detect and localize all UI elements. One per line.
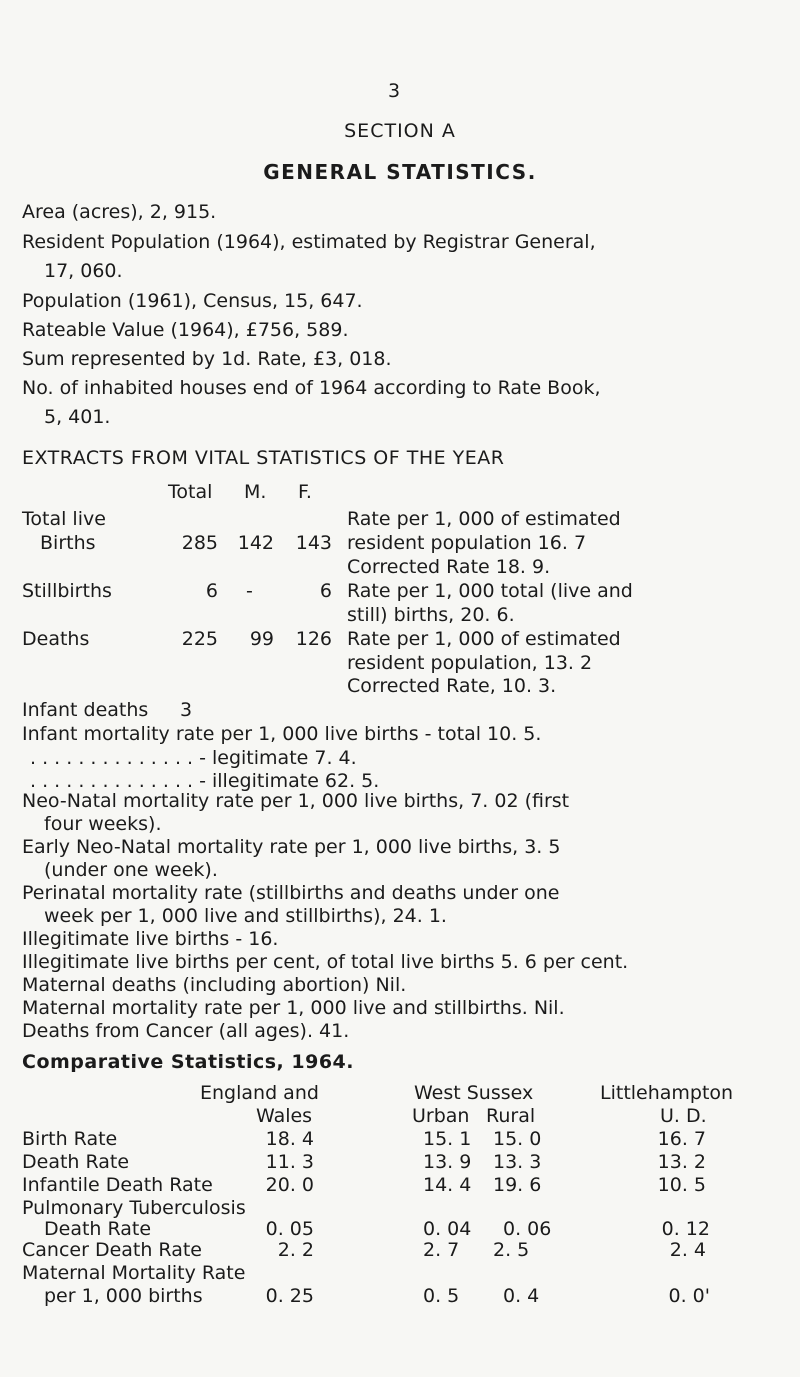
cell-rural: 2. 5 bbox=[493, 1239, 530, 1262]
col-total: Total bbox=[168, 480, 213, 503]
page-heading: GENERAL STATISTICS. bbox=[263, 160, 537, 184]
col-male: M. bbox=[244, 480, 267, 503]
general-line: Sum represented by 1d. Rate, £3, 018. bbox=[22, 348, 392, 370]
comparative-row-label: Maternal Mortality Rate bbox=[22, 1262, 246, 1285]
cell-rural: 0. 06 bbox=[503, 1217, 552, 1240]
mortality-line-cont: week per 1, 000 live and stillbirths), 24. 1. bbox=[44, 905, 447, 928]
comparative-row-label: Death Rate bbox=[22, 1150, 130, 1173]
rate-text: resident population, 13. 2 bbox=[347, 651, 593, 674]
cell-ew: 11. 3 bbox=[265, 1150, 314, 1173]
cell-urban: 14. 4 bbox=[423, 1173, 472, 1196]
infant-deaths-label: Infant deaths bbox=[22, 699, 149, 722]
cell-lh: 2. 4 bbox=[669, 1239, 706, 1262]
col-littlehampton: Littlehampton bbox=[600, 1081, 734, 1104]
births-f: 143 bbox=[295, 532, 332, 555]
births-total: 285 bbox=[181, 532, 218, 555]
mortality-line: Perinatal mortality rate (stillbirths and deaths under one bbox=[22, 882, 560, 905]
col-littlehampton: U. D. bbox=[660, 1104, 707, 1127]
cell-ew: 18. 4 bbox=[265, 1127, 314, 1150]
mortality-line-cont: (under one week). bbox=[44, 859, 218, 882]
mortality-line: Illegitimate live births per cent, of total live births 5. 6 per cent. bbox=[22, 951, 629, 974]
col-england-wales: Wales bbox=[256, 1104, 313, 1127]
cell-lh: 13. 2 bbox=[657, 1150, 706, 1173]
cell-rural: 15. 0 bbox=[493, 1127, 542, 1150]
cell-lh: 0. 12 bbox=[661, 1217, 710, 1240]
infant-deaths-value: 3 bbox=[180, 699, 193, 722]
mortality-line: . . . . . . . . . . . . . . - illegitimate 62. 5. bbox=[30, 769, 380, 792]
cell-ew: 0. 25 bbox=[265, 1285, 314, 1308]
col-urban: Urban bbox=[412, 1104, 470, 1127]
general-line-cont: 5, 401. bbox=[44, 406, 111, 428]
births-m: 142 bbox=[237, 532, 274, 555]
cell-lh: 0. 0' bbox=[668, 1285, 710, 1308]
general-line: Population (1961), Census, 15, 647. bbox=[22, 290, 363, 312]
col-west-sussex: West Sussex bbox=[414, 1081, 534, 1104]
vital-heading: EXTRACTS FROM VITAL STATISTICS OF THE YEAR bbox=[22, 447, 505, 470]
mortality-line: Early Neo-Natal mortality rate per 1, 000 live births, 3. 5 bbox=[22, 836, 561, 859]
cell-urban: 15. 1 bbox=[423, 1127, 472, 1150]
rate-text: still) births, 20. 6. bbox=[347, 603, 515, 626]
rate-text: resident population 16. 7 bbox=[347, 532, 587, 555]
cell-ew: 2. 2 bbox=[277, 1239, 314, 1262]
births-label: Births bbox=[40, 532, 96, 555]
comparative-row-label: Infantile Death Rate bbox=[22, 1173, 213, 1196]
deaths-total: 225 bbox=[181, 627, 218, 650]
mortality-line: Infant mortality rate per 1, 000 live births - total 10. 5. bbox=[22, 722, 542, 745]
stillbirths-total: 6 bbox=[205, 579, 218, 602]
cell-lh: 10. 5 bbox=[657, 1173, 706, 1196]
general-line-cont: 17, 060. bbox=[44, 260, 123, 282]
cell-urban: 0. 5 bbox=[423, 1285, 460, 1308]
page-number: 3 bbox=[388, 80, 401, 102]
stillbirths-label: Stillbirths bbox=[22, 579, 112, 602]
comparative-row-label: Cancer Death Rate bbox=[22, 1239, 202, 1262]
cell-rural: 13. 3 bbox=[493, 1150, 542, 1173]
comparative-title: Comparative Statistics, 1964. bbox=[22, 1050, 354, 1073]
mortality-line: Maternal mortality rate per 1, 000 live and stillbirths. Nil. bbox=[22, 997, 565, 1020]
cell-ew: 20. 0 bbox=[265, 1173, 314, 1196]
cell-urban: 13. 9 bbox=[423, 1150, 472, 1173]
cell-rural: 0. 4 bbox=[503, 1285, 540, 1308]
general-line: Area (acres), 2, 915. bbox=[22, 201, 217, 223]
mortality-line: Deaths from Cancer (all ages). 41. bbox=[22, 1020, 350, 1043]
rate-text: Corrected Rate, 10. 3. bbox=[347, 675, 557, 698]
rate-text: Rate per 1, 000 total (live and bbox=[347, 579, 633, 602]
cell-rural: 19. 6 bbox=[493, 1173, 542, 1196]
cell-lh: 16. 7 bbox=[657, 1127, 706, 1150]
col-female: F. bbox=[298, 480, 312, 503]
col-rural: Rural bbox=[486, 1104, 536, 1127]
col-england-wales: England and bbox=[200, 1081, 319, 1104]
cell-urban: 0. 04 bbox=[423, 1217, 472, 1240]
comparative-row-sublabel: Death Rate bbox=[44, 1217, 152, 1240]
comparative-row-sublabel: per 1, 000 births bbox=[44, 1285, 203, 1308]
general-line: Rateable Value (1964), £756, 589. bbox=[22, 319, 349, 341]
births-label: Total live bbox=[22, 508, 106, 531]
stillbirths-m: - bbox=[246, 579, 253, 602]
deaths-label: Deaths bbox=[22, 627, 90, 650]
mortality-line: Maternal deaths (including abortion) Nil. bbox=[22, 974, 407, 997]
section-title: SECTION A bbox=[344, 120, 456, 142]
mortality-line: . . . . . . . . . . . . . . - legitimate 7. 4. bbox=[30, 746, 357, 769]
comparative-row-label: Birth Rate bbox=[22, 1127, 118, 1150]
deaths-m: 99 bbox=[249, 627, 274, 650]
comparative-row-label: Pulmonary Tuberculosis bbox=[22, 1196, 246, 1219]
stillbirths-f: 6 bbox=[319, 579, 332, 602]
cell-ew: 0. 05 bbox=[265, 1217, 314, 1240]
general-line: No. of inhabited houses end of 1964 according to Rate Book, bbox=[22, 377, 601, 399]
rate-text: Rate per 1, 000 of estimated bbox=[347, 508, 621, 531]
rate-text: Rate per 1, 000 of estimated bbox=[347, 627, 621, 650]
rate-text: Corrected Rate 18. 9. bbox=[347, 555, 551, 578]
general-line: Resident Population (1964), estimated by Registrar General, bbox=[22, 231, 596, 253]
mortality-line: Illegitimate live births - 16. bbox=[22, 928, 279, 951]
mortality-line: Neo-Natal mortality rate per 1, 000 live births, 7. 02 (first bbox=[22, 790, 570, 813]
cell-urban: 2. 7 bbox=[423, 1239, 460, 1262]
deaths-f: 126 bbox=[295, 627, 332, 650]
mortality-line-cont: four weeks). bbox=[44, 813, 162, 836]
